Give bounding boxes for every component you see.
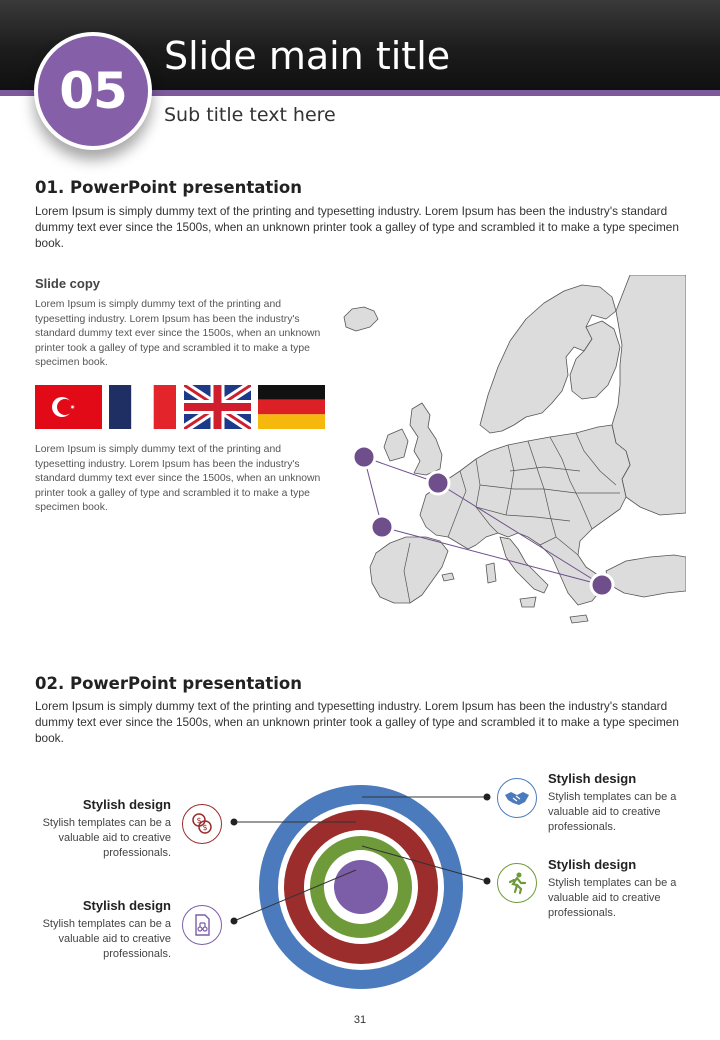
turkey-flag <box>35 385 102 429</box>
uk-flag <box>184 385 251 429</box>
germany-flag <box>258 385 325 429</box>
feature-2-desc: Stylish templates can be a valuable aid to creative professionals. <box>42 918 171 960</box>
section-2-heading: 02. PowerPoint presentation <box>35 674 302 693</box>
map-marker-uk <box>353 446 375 468</box>
handshake-icon <box>497 778 537 818</box>
feature-3-desc: Stylish templates can be a valuable aid to creative professionals. <box>548 791 677 833</box>
slide-number-badge: 05 <box>34 32 152 150</box>
svg-text:$: $ <box>202 823 208 832</box>
page-subtitle: Sub title text here <box>164 104 336 126</box>
europe-map <box>330 275 686 637</box>
map-marker-turkey <box>591 574 613 596</box>
slide-copy-paragraph-2: Lorem Ipsum is simply dummy text of the printing and typesetting industry. Lorem Ipsum has been the industry's standard dummy text ever since the 1500s, when an unknown printer took a galley of type and scrambled it to make a type specimen book. <box>35 444 321 513</box>
money-icon <box>182 804 222 844</box>
ring-center-purple <box>334 860 388 914</box>
france-flag <box>109 385 176 429</box>
section-2-body: Lorem Ipsum is simply dummy text of the printing and typesetting industry. Lorem Ipsum has been the industry's standard dummy text ever since the 1500s, when an unknown printer took a galley of type and scrambled it to make a type specimen book. <box>35 699 679 745</box>
slide-copy-heading: Slide copy <box>35 276 101 291</box>
slide-copy-paragraph-1: Lorem Ipsum is simply dummy text of the printing and typesetting industry. Lorem Ipsum has been the industry's standard dummy text ever since the 1500s, when an unknown printer took a galley of type and scrambled it to make a type specimen book. <box>35 299 321 368</box>
svg-text:$: $ <box>196 816 202 825</box>
page-title: Slide main title <box>164 34 451 78</box>
map-landmass <box>344 275 686 623</box>
feature-2-title: Stylish design <box>82 898 171 913</box>
document-icon <box>182 905 222 945</box>
feature-3-title: Stylish design <box>548 771 637 786</box>
section-1-body: Lorem Ipsum is simply dummy text of the printing and typesetting industry. Lorem Ipsum has been the industry's standard dummy text ever since the 1500s, when an unknown printer took a galley of type and scrambled it to make a type specimen book. <box>35 204 679 250</box>
running-man-icon <box>497 863 537 903</box>
feature-4-title: Stylish design <box>548 857 637 872</box>
map-marker-germany <box>427 472 449 494</box>
map-marker-france <box>371 516 393 538</box>
page-number: 31 <box>353 1014 367 1026</box>
feature-1-desc: Stylish templates can be a valuable aid to creative professionals. <box>42 817 171 859</box>
feature-1-title: Stylish design <box>82 797 171 812</box>
section-1-heading: 01. PowerPoint presentation <box>35 178 302 197</box>
feature-4-desc: Stylish templates can be a valuable aid to creative professionals. <box>548 877 677 919</box>
